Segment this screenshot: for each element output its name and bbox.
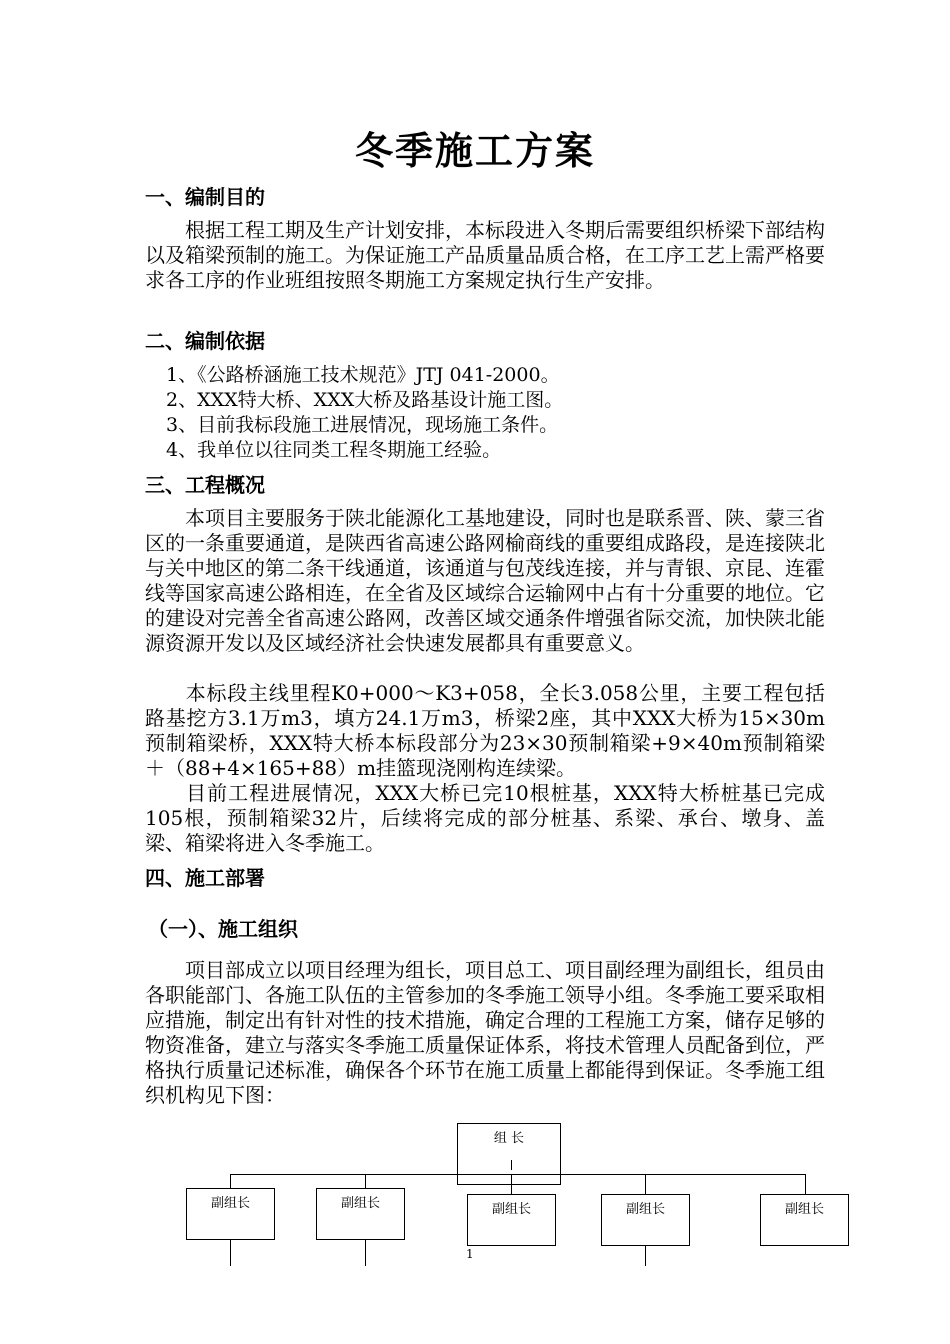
connector-line — [805, 1174, 806, 1194]
org-box-leader: 组 长 — [457, 1123, 561, 1185]
paragraph-organization: 项目部成立以项目经理为组长，项目总工、项目副经理为副组长，组员由各职能部门、各施工队伍的主管参加的冬季施工领导小组。冬季施工要采取相应措施，制定出有针对性的技术措施，确定合理的工程施工方案，储存足够的物资准备，建立与落实冬季施工质量保证体系，将技术管理人员配备到位，严格执行质量记述标准，确保各个环节在施工质量上都能得到保证。冬季施工组织机构见下图： — [145, 958, 825, 1107]
section-heading-deployment: 四、施工部署 — [145, 866, 265, 890]
page-number: 1 — [466, 1247, 474, 1261]
basis-item: 2、XXX特大桥、XXX大桥及路基设计施工图。 — [166, 389, 564, 411]
org-box-deputy: 副组长 — [467, 1194, 556, 1246]
paragraph-overview-3: 目前工程进展情况，XXX大桥已完10根桩基，XXX特大桥桩基已完成105根，预制箱梁32片，后续将完成的部分桩基、系梁、承台、墩身、盖梁、箱梁将进入冬季施工。 — [145, 781, 825, 855]
basis-item: 4、我单位以往同类工程冬期施工经验。 — [166, 439, 502, 461]
section-heading-overview: 三、工程概况 — [145, 473, 265, 497]
subsection-heading-organization: （一）、施工组织 — [148, 917, 298, 941]
paragraph-purpose: 根据工程工期及生产计划安排，本标段进入冬期后需要组织桥梁下部结构以及箱梁预制的施工。为保证施工产品质量品质合格，在工序工艺上需严格要求各工序的作业班组按照冬期施工方案规定执行生产安排。 — [145, 218, 825, 292]
section-heading-basis: 二、编制依据 — [145, 329, 265, 353]
paragraph-overview-2: 本标段主线里程K0+000～K3+058，全长3.058公里，主要工程包括路基挖方3.1万m3，填方24.1万m3，桥梁2座，其中XXX大桥为15×30m预制箱梁桥，XXX特大桥本标段部分为23×30预制箱梁+9×40m预制箱梁＋（88+4×165+88）m挂篮现浇刚构连续梁。 — [145, 681, 825, 780]
connector-line — [230, 1174, 805, 1175]
connector-line — [645, 1174, 646, 1194]
org-box-deputy: 副组长 — [760, 1194, 849, 1246]
basis-item: 1、《公路桥涵施工技术规范》JTJ 041-2000。 — [166, 364, 560, 386]
org-box-deputy: 副组长 — [601, 1194, 690, 1246]
basis-item: 3、目前我标段施工进展情况，现场施工条件。 — [166, 414, 559, 436]
connector-line — [365, 1240, 366, 1266]
connector-line — [365, 1174, 366, 1188]
org-box-deputy: 副组长 — [316, 1188, 405, 1240]
connector-line — [645, 1246, 646, 1266]
section-heading-purpose: 一、编制目的 — [145, 185, 265, 209]
paragraph-overview-1: 本项目主要服务于陕北能源化工基地建设，同时也是联系晋、陕、蒙三省区的一条重要通道，是陕西省高速公路网榆商线的重要组成路段，是连接陕北与关中地区的第二条干线通道，该通道与包茂线连接，并与青银、京昆、连霍线等国家高速公路相连，在全省及区域综合运输网中占有十分重要的地位。它的建设对完善全省高速公路网，改善区域交通条件增强省际交流，加快陕北能源资源开发以及区域经济社会快速发展都具有重要意义。 — [145, 506, 825, 655]
org-box-deputy: 副组长 — [186, 1188, 275, 1240]
connector-line — [230, 1174, 231, 1188]
connector-line — [230, 1240, 231, 1266]
document-title: 冬季施工方案 — [354, 128, 595, 173]
connector-line — [511, 1160, 512, 1170]
connector-line — [511, 1174, 512, 1194]
